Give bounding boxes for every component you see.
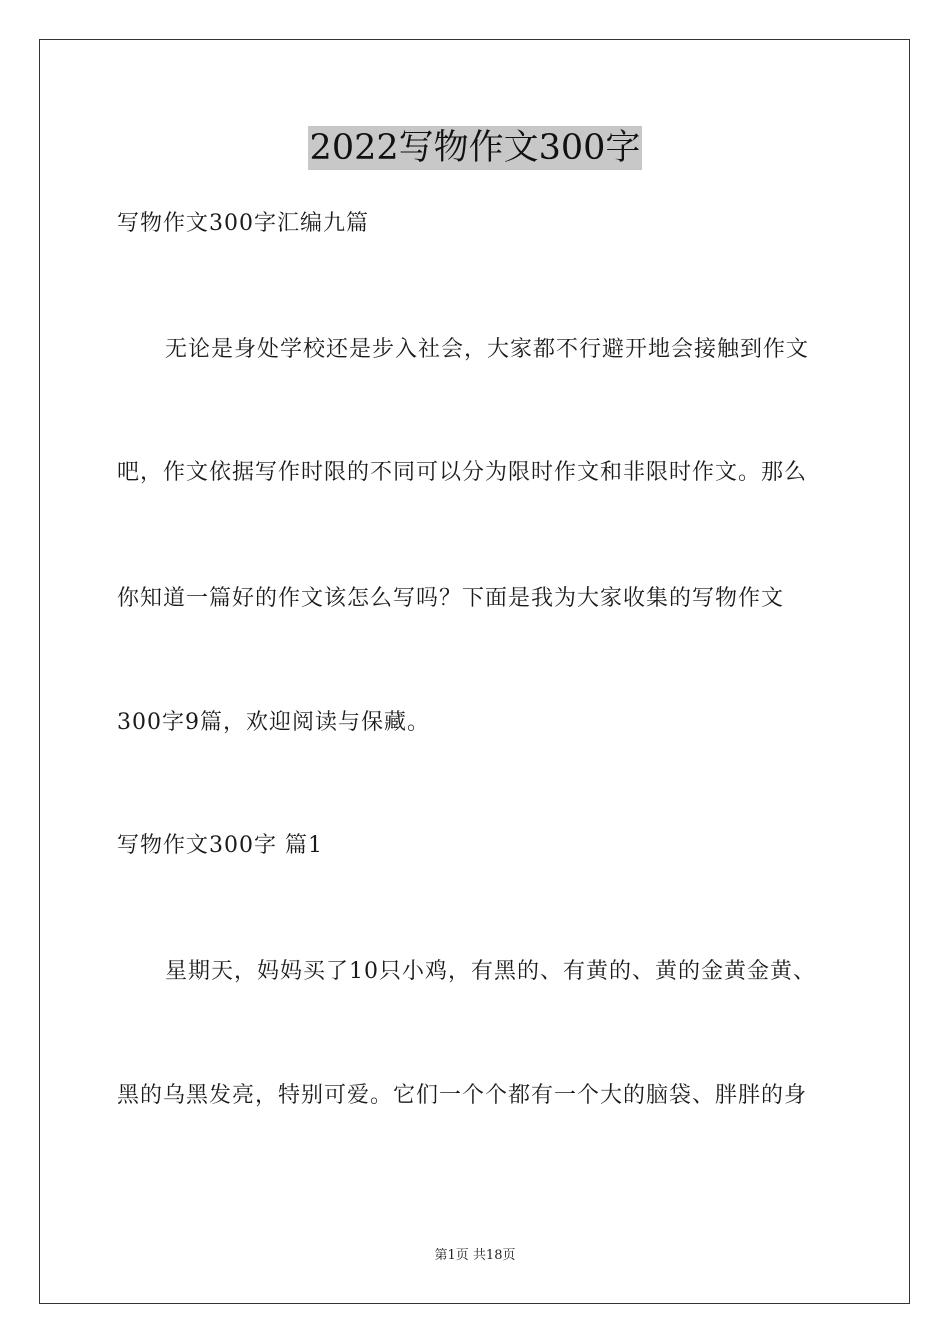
- body-line-2: 黑的乌黑发亮，特别可爱。它们一个个都有一个大的脑袋、胖胖的身: [117, 1083, 808, 1108]
- page-footer: 第1页 共18页: [434, 1248, 516, 1263]
- intro-line-4: 300字9篇，欢迎阅读与保藏。: [117, 710, 430, 735]
- intro-line-3: 你知道一篇好的作文该怎么写吗？下面是我为大家收集的写物作文: [117, 586, 785, 611]
- document-subtitle: 写物作文300字汇编九篇: [117, 211, 369, 236]
- document-title: 2022写物作文300字: [309, 128, 641, 168]
- body-line-1: 星期天，妈妈买了10只小鸡，有黑的、有黄的、黄的金黄金黄、: [165, 959, 816, 984]
- intro-line-1: 无论是身处学校还是步入社会，大家都不行避开地会接触到作文: [165, 337, 810, 362]
- title-container: [0, 126, 950, 170]
- intro-line-2: 吧，作文依据写作时限的不同可以分为限时作文和非限时作文。那么: [117, 460, 808, 485]
- section-heading: 写物作文300字 篇1: [117, 833, 323, 858]
